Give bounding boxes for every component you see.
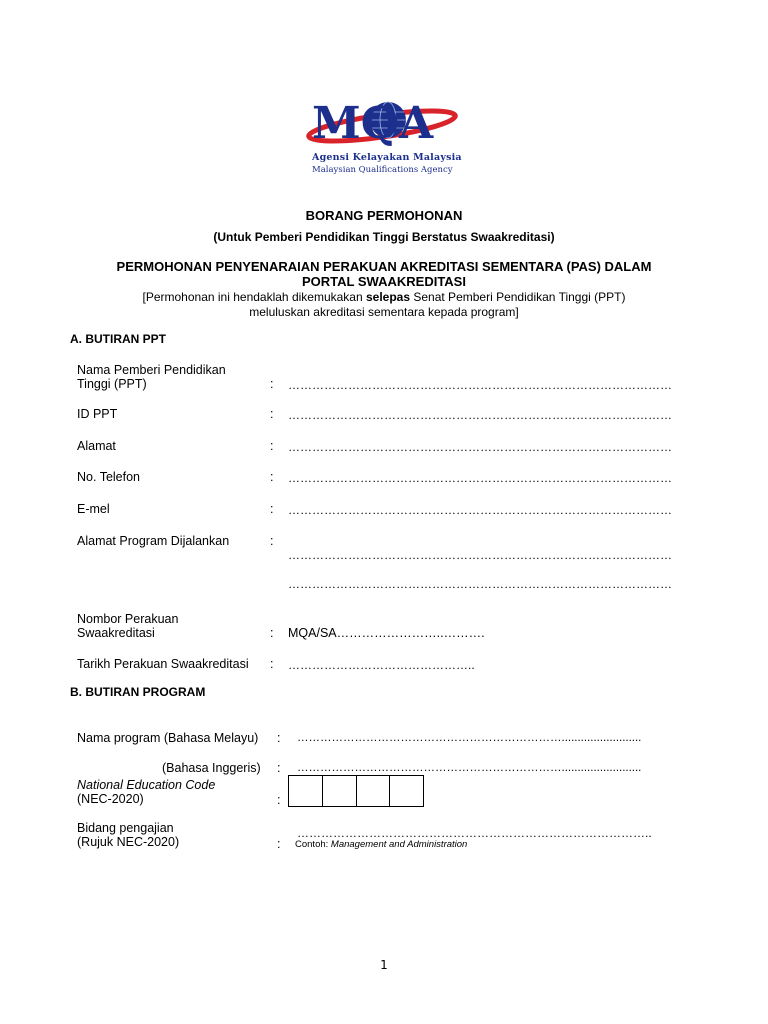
note-text-bold: selepas [365, 290, 411, 304]
mqa-logo-graphic [294, 92, 460, 152]
label-nombor-perakuan-line2: Swaakreditasi [77, 626, 155, 640]
label-nombor-perakuan [77, 612, 178, 640]
label-alamat-program: Alamat Program Dijalankan [77, 534, 230, 548]
field-tarikh-perakuan[interactable]: ……………………………………….. [288, 658, 475, 672]
form-subtitle: (Untuk Pemberi Pendidikan Tinggi Berstatus Swaakreditasi) [213, 230, 555, 244]
section-b-title: B. BUTIRAN PROGRAM [70, 685, 206, 699]
field-id-ppt[interactable]: …………………………………………………………………………………… [288, 408, 672, 422]
colon: : [270, 439, 274, 453]
label-nec-line2: (NEC-2020) [77, 792, 144, 806]
label-bidang-line2: (Rujuk NEC-2020) [77, 835, 180, 849]
nec-digit-box[interactable] [357, 776, 391, 806]
label-nombor-perakuan-line1: Nombor Perakuan [77, 612, 179, 626]
field-bidang-pengajian[interactable]: …………………………………………………………………………….. [297, 826, 652, 840]
label-emel: E-mel [77, 502, 110, 516]
note-text-after: Senat Pemberi Pendidikan Tinggi (PPT) [410, 290, 626, 304]
field-alamat[interactable]: …………………………………………………………………………………… [288, 440, 672, 454]
label-nec [77, 778, 215, 806]
field-telefon[interactable]: …………………………………………………………………………………… [288, 471, 672, 485]
colon: : [270, 470, 274, 484]
label-nama-ppt-line1: Nama Pemberi Pendidikan [77, 363, 226, 377]
colon: : [270, 626, 274, 640]
colon: : [270, 657, 274, 671]
label-tarikh-perakuan: Tarikh Perakuan Swaakreditasi [77, 657, 249, 671]
label-nama-program-bm: Nama program (Bahasa Melayu) [77, 731, 259, 745]
logo-subtitle-english: Malaysian Qualifications Agency [312, 165, 453, 175]
section-a-title: A. BUTIRAN PPT [70, 332, 166, 346]
form-title: BORANG PERMOHONAN [305, 208, 463, 223]
label-nama-program-bi: (Bahasa Inggeris) [162, 761, 261, 775]
form-note-line1 [0, 290, 768, 305]
field-nama-program-bm[interactable]: ……………………………………………………………......................... [297, 732, 642, 744]
label-bidang-pengajian [77, 821, 179, 849]
logo-subtitle-malay: Agensi Kelayakan Malaysia [312, 152, 462, 163]
form-heading-line2: PORTAL SWAAKREDITASI [302, 274, 466, 289]
colon: : [277, 837, 281, 851]
label-nec-line1: National Education Code [77, 778, 216, 792]
field-alamat-program-line1[interactable]: …………………………………………………………………………………… [288, 548, 672, 562]
field-nama-ppt[interactable]: …………………………………………………………………………………… [288, 378, 672, 392]
colon: : [277, 793, 281, 807]
colon: : [277, 731, 281, 745]
colon: : [277, 761, 281, 775]
logo-text: MQA [312, 98, 434, 149]
label-telefon: No. Telefon [77, 470, 141, 484]
colon: : [270, 407, 274, 421]
label-nama-ppt-line2: Tinggi (PPT) [77, 377, 147, 391]
nec-digit-box[interactable] [390, 776, 423, 806]
nec-digit-box[interactable] [289, 776, 323, 806]
field-alamat-program-line2[interactable]: …………………………………………………………………………………… [288, 577, 672, 591]
label-alamat: Alamat [77, 439, 116, 453]
form-note [0, 290, 768, 320]
contoh-value: Management and Administration [330, 839, 468, 850]
note-text-before: [Permohonan ini hendaklah dikemukakan [142, 290, 366, 304]
field-nombor-perakuan[interactable]: MQA/SA……………………..………. [288, 626, 485, 640]
nec-code-input[interactable] [288, 775, 424, 807]
colon: : [270, 534, 274, 548]
contoh-label: Contoh: [295, 839, 331, 850]
label-id-ppt: ID PPT [77, 407, 118, 421]
nec-digit-box[interactable] [323, 776, 357, 806]
field-emel[interactable]: …………………………………………………………………………………… [288, 503, 672, 517]
label-nama-ppt [77, 363, 226, 391]
colon: : [270, 502, 274, 516]
label-bidang-line1: Bidang pengajian [77, 821, 174, 835]
page-number: 1 [380, 958, 388, 972]
form-heading [0, 259, 768, 289]
form-note-line2: meluluskan akreditasi sementara kepada program] [249, 305, 519, 319]
form-heading-line1: PERMOHONAN PENYENARAIAN PERAKUAN AKREDITASI SEMENTARA (PAS) DALAM [116, 259, 652, 274]
field-nama-program-bi[interactable]: ……………………………………………………………......................... [297, 762, 642, 774]
colon: : [270, 377, 274, 391]
contoh-hint [295, 839, 467, 850]
